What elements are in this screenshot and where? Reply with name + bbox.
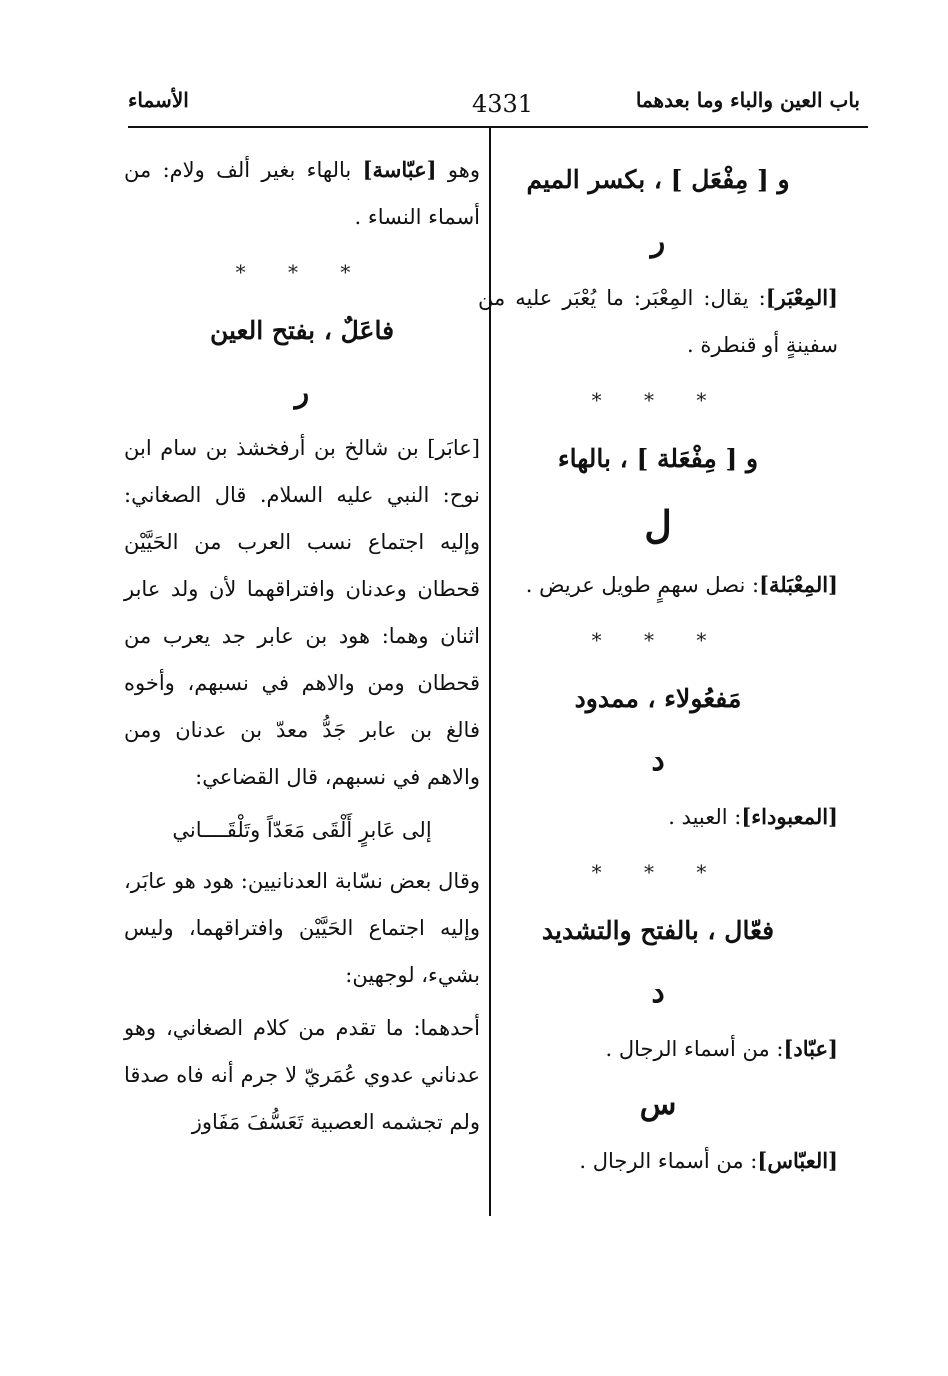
entry-definition: : يقال: المِعْبَر: ما يُعْبَر عليه من سفينةٍ أو قنطرة . xyxy=(478,286,838,357)
letter-heading: ر xyxy=(650,224,666,259)
pattern-heading: مَفعُولاء ، ممدود xyxy=(574,684,742,713)
right-column xyxy=(478,146,838,1185)
entry-definition: بالهاء بغير ألف ولام: من أسماء النساء . xyxy=(124,158,480,229)
dictionary-entry xyxy=(124,425,480,801)
section-separator: * * * xyxy=(591,628,725,652)
page-number: 4331 xyxy=(472,90,534,118)
header-rule xyxy=(128,126,868,128)
section-separator: * * * xyxy=(591,388,725,412)
entry-lemma: [المعبوداء] xyxy=(741,804,838,829)
entry-definition: : العبيد . xyxy=(668,805,742,829)
entry-lemma: [المِعْبَلة] xyxy=(759,572,838,597)
entry-lemma: [عابَر] xyxy=(427,436,480,460)
letter-heading: ل xyxy=(644,502,672,547)
left-column xyxy=(124,146,480,1152)
entry-lemma: [العبّاس] xyxy=(757,1148,838,1173)
entry-definition: : من أسماء الرجال . xyxy=(605,1037,784,1061)
dictionary-entry xyxy=(124,146,480,241)
dictionary-entry xyxy=(478,561,838,609)
pattern-heading: فاعَلٌ ، بفتح العين xyxy=(209,316,395,345)
letter-heading: س xyxy=(639,1087,677,1122)
entry-definition: : من أسماء الرجال . xyxy=(579,1149,758,1173)
paragraph: وقال بعض نسّابة العدنانيين: هود هو عابَر، وإليه اجتماع الحَيَّيْن وافتراقهما، وليس بشيء، لوجهين: xyxy=(124,869,480,987)
poetry-verse: إلى عَابرٍ أَلْقَى مَعَدّاً وتَلْقَــــاني xyxy=(172,818,432,842)
dictionary-entry xyxy=(478,1025,838,1073)
dictionary-entry xyxy=(478,793,838,841)
dictionary-entry xyxy=(478,274,838,369)
running-header-chapter: باب العين والباء وما بعدهما xyxy=(635,88,860,112)
entry-definition: بن شالخ بن أرفخشذ بن سام ابن نوح: النبي عليه السلام. قال الصغاني: وإليه اجتماع نسب العرب من الحَيَّيْن قحطان وعدنان وافتراقهما لأن ولد عابر اثنان وهما: هود بن عابر جد يعرب من قحطان ومن والاهم في نسبهم، وأخوه فالغ بن عابر جَدُّ معدّ بن عدنان ومن والاهم في نسبهم، قال القضاعي: xyxy=(124,436,480,789)
pattern-heading: و [ مِفْعَل ] ، بكسر الميم xyxy=(526,165,790,194)
letter-heading: د xyxy=(651,743,665,778)
dictionary-entry xyxy=(478,1137,838,1185)
pattern-heading: فعّال ، بالفتح والتشديد xyxy=(541,916,775,945)
letter-heading: د xyxy=(651,975,665,1010)
entry-intro: وهو xyxy=(436,158,480,182)
entry-lemma: [عبّاد] xyxy=(783,1036,838,1061)
entry-lemma: [المِعْبَر] xyxy=(765,285,838,310)
paragraph: أحدهما: ما تقدم من كلام الصغاني، وهو عدناني عدوي عُمَريّ لا جرم أنه فاه صدقا ولم تجشمه العصبية تَعَسُّفَ مَفَاوز xyxy=(124,1016,480,1134)
entry-lemma: [عبّاسة] xyxy=(362,157,437,182)
entry-definition: : نصل سهمٍ طويل عريض . xyxy=(525,573,760,597)
section-separator: * * * xyxy=(591,860,725,884)
letter-heading: ر xyxy=(294,375,310,410)
running-header-section: الأسماء xyxy=(128,88,189,112)
pattern-heading: و [ مِفْعَلة ] ، بالهاء xyxy=(557,444,759,473)
section-separator: * * * xyxy=(235,260,369,284)
